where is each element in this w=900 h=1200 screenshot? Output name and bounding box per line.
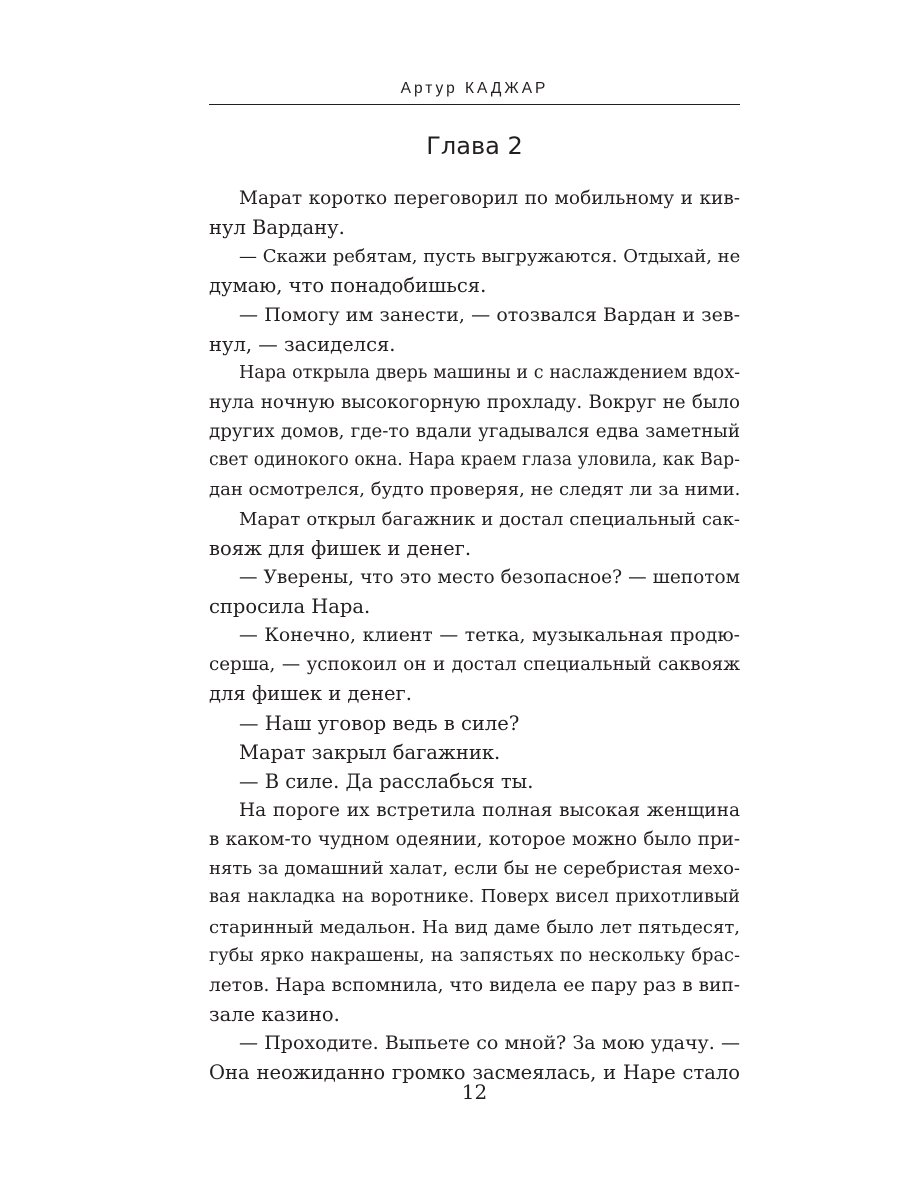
text-line: — Помогу им занести, — отозвался Вардан и зев-	[239, 303, 740, 326]
text-line: нул, — засиделся.	[209, 332, 396, 356]
text-line: — Конечно, клиент — тетка, музыкальная продю-	[239, 625, 740, 647]
text-line: нула ночную высокогорную прохладу. Вокруг не было	[209, 391, 740, 413]
text-line: — Уверены, что это место безопасное? — шепотом	[239, 566, 740, 588]
text-line: нул Вардану.	[209, 216, 345, 240]
text-line: — Скажи ребятам, пусть выгружаются. Отдыхай, не	[239, 246, 741, 268]
text-line: зале казино.	[209, 1002, 340, 1026]
text-line: губы ярко накрашены, на запястьях по нескольку брас-	[209, 945, 740, 966]
text-line: На пороге их встретила полная высокая женщина	[239, 799, 740, 821]
text-line: спросила Нара.	[209, 594, 371, 618]
text-line: — Наш уговор ведь в силе?	[239, 711, 520, 735]
text-line: Марат коротко переговорил по мобильному и кив-	[239, 188, 740, 209]
header-rule	[209, 104, 740, 105]
text-line: других домов, где-то вдали угадывался едва заметный	[209, 421, 740, 443]
chapter-title: Глава 2	[426, 132, 523, 160]
text-line: нять за домашний халат, если бы не серебристая мехо-	[209, 858, 740, 880]
text-line: в каком-то чудном одеянии, которое можно было при-	[209, 829, 740, 851]
text-line: Она неожиданно громко засмеялась, и Наре стало	[209, 1061, 740, 1085]
text-line: для фишек и денег.	[209, 682, 412, 706]
text-line: — Проходите. Выпьете со мной? За мою удачу. —	[239, 1032, 740, 1055]
text-line: свет одинокого окна. Нара краем глаза уловила, как Вар-	[209, 450, 740, 471]
text-line: серша, — успокоил он и достал специальный саквояж	[209, 654, 740, 676]
text-line: Нара открыла дверь машины и с наслаждением вдох-	[239, 362, 740, 383]
text-line: дан осмотрелся, будто проверяя, не следят ли за ними.	[209, 479, 741, 501]
text-line: Марат закрыл багажник.	[239, 740, 501, 764]
text-line: вояж для фишек и денег.	[209, 536, 472, 560]
body-text	[209, 184, 740, 1087]
running-header: Артур КАДЖАР	[400, 80, 549, 97]
text-line: — В силе. Да расслабься ты.	[239, 769, 534, 793]
text-line: летов. Нара вспомнила, что видела ее пару раз в вип-	[209, 974, 740, 996]
text-line: Марат открыл багажник и достал специальный сак-	[239, 508, 740, 530]
text-line: думаю, что понадобишься.	[209, 274, 487, 298]
text-line: старинный медальон. На вид даме было лет пятьдесят,	[209, 916, 740, 938]
page-number: 12	[461, 1080, 488, 1104]
text-line: вая накладка на воротнике. Поверх висел прихотливый	[209, 887, 740, 908]
